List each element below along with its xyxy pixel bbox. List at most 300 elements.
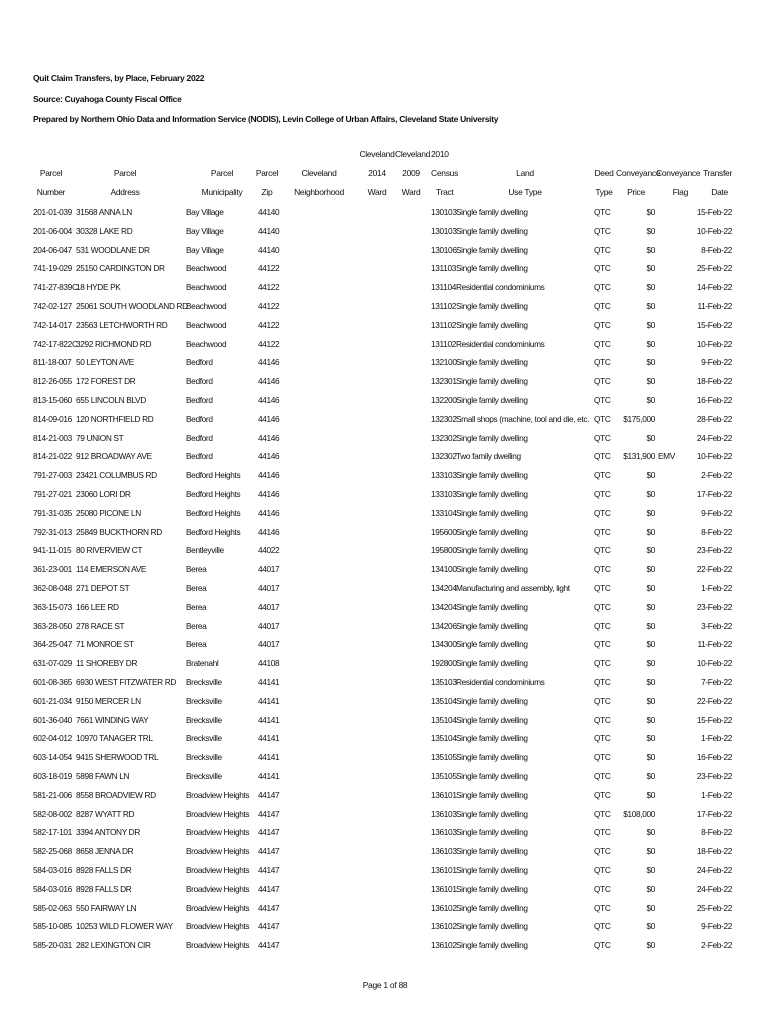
parcel-number-cell: 362-08-048: [33, 583, 72, 593]
col-header-line: Ward: [367, 187, 387, 197]
land-use-type-cell: Residential condominiums: [456, 282, 545, 293]
deed-type-cell: QTC: [594, 244, 611, 255]
land-use-type-cell: Single family dwelling: [456, 601, 528, 612]
census-tract-cell: 130103: [431, 207, 457, 217]
col-header-line: Use Type: [508, 187, 542, 197]
parcel-municipality-cell: Bentleyville: [186, 545, 224, 556]
deed-type-cell: QTC: [594, 545, 611, 556]
table-row: [0, 656, 770, 675]
census-tract-cell: 132301: [431, 376, 457, 387]
land-use-type-cell: Single family dwelling: [456, 902, 528, 913]
col-header-parcel-number: [33, 167, 69, 198]
table-row: [0, 863, 770, 882]
table-row: [0, 243, 770, 262]
deed-type-cell: QTC: [594, 658, 611, 669]
parcel-number-cell: 201-01-039: [33, 207, 72, 217]
transfer-date-cell: 18-Feb-22: [696, 846, 732, 857]
deed-type-cell: QTC: [594, 338, 611, 349]
parcel-municipality-cell: Broadview Heights: [186, 808, 250, 819]
census-tract-cell: 195600: [431, 526, 457, 537]
parcel-address-cell: 550 FAIRWAY LN: [76, 902, 137, 913]
deed-type-cell: QTC: [594, 827, 611, 838]
table-row: [0, 938, 770, 957]
conveyance-price-cell: $0: [646, 376, 655, 387]
land-use-type-cell: Single family dwelling: [456, 827, 528, 838]
conveyance-price-cell: $0: [646, 865, 655, 875]
transfer-date-cell: 8-Feb-22: [701, 827, 732, 838]
land-use-type-cell: Single family dwelling: [456, 658, 528, 669]
col-header-line: Conveyance: [616, 168, 661, 178]
deed-type-cell: QTC: [594, 771, 611, 781]
col-header-line: Ward: [401, 187, 421, 197]
col-header-line: Parcel: [39, 168, 63, 178]
col-header-line: 2014: [368, 168, 386, 178]
land-use-type-cell: Single family dwelling: [456, 771, 528, 781]
census-tract-cell: 130106: [431, 244, 457, 255]
parcel-address-cell: 8928 FALLS DR: [76, 883, 132, 894]
parcel-number-cell: 201-06-004: [33, 225, 72, 236]
table-row: [0, 205, 770, 224]
deed-type-cell: QTC: [594, 432, 611, 443]
parcel-zip-cell: 44146: [258, 489, 280, 499]
census-tract-cell: 136103: [431, 846, 457, 857]
census-tract-cell: 136102: [431, 921, 457, 932]
parcel-address-cell: 8658 JENNA DR: [76, 846, 134, 857]
table-row: [0, 318, 770, 337]
parcel-zip-cell: 44141: [258, 695, 280, 706]
parcel-address-cell: 71 MONROE ST: [76, 639, 134, 650]
conveyance-price-cell: $0: [646, 432, 655, 443]
col-header-line: Deed: [594, 168, 614, 178]
parcel-zip-cell: 44147: [258, 827, 280, 838]
table-row: [0, 280, 770, 299]
census-tract-cell: 132302: [431, 432, 457, 443]
census-tract-cell: 135105: [431, 771, 457, 781]
parcel-number-cell: 582-17-101: [33, 827, 72, 838]
parcel-number-cell: 814-21-022: [33, 451, 72, 462]
parcel-number-cell: 585-20-031: [33, 940, 72, 951]
parcel-zip-cell: 44140: [258, 225, 280, 236]
conveyance-price-cell: $0: [646, 319, 655, 330]
conveyance-price-cell: $0: [646, 940, 655, 951]
transfer-date-cell: 10-Feb-22: [696, 658, 732, 669]
parcel-number-cell: 792-31-013: [33, 526, 72, 537]
deed-type-cell: QTC: [594, 564, 611, 575]
parcel-number-cell: 814-21-003: [33, 432, 72, 443]
parcel-municipality-cell: Beachwood: [186, 263, 227, 274]
transfer-date-cell: 1-Feb-22: [701, 733, 732, 744]
table-row: [0, 525, 770, 544]
col-header-line: Cleveland: [359, 149, 395, 159]
parcel-municipality-cell: Bedford: [186, 357, 213, 368]
land-use-type-cell: Residential condominiums: [456, 677, 545, 687]
conveyance-price-cell: $0: [646, 225, 655, 236]
parcel-zip-cell: 44017: [258, 620, 280, 631]
transfer-date-cell: 9-Feb-22: [701, 921, 732, 932]
land-use-type-cell: Single family dwelling: [456, 808, 528, 819]
parcel-municipality-cell: Berea: [186, 639, 207, 650]
parcel-zip-cell: 44146: [258, 432, 280, 443]
conveyance-price-cell: $131,900: [623, 451, 655, 462]
parcel-number-cell: 601-21-034: [33, 695, 72, 706]
parcel-zip-cell: 44122: [258, 301, 280, 311]
col-header-parcel-zip: [255, 167, 279, 198]
conveyance-price-cell: $0: [646, 282, 655, 293]
census-tract-cell: 134206: [431, 620, 457, 631]
conveyance-price-cell: $0: [646, 639, 655, 650]
transfer-date-cell: 8-Feb-22: [701, 244, 732, 255]
parcel-number-cell: 601-08-365: [33, 677, 72, 687]
deed-type-cell: QTC: [594, 789, 611, 800]
parcel-municipality-cell: Bedford Heights: [186, 470, 241, 481]
parcel-zip-cell: 44140: [258, 244, 280, 255]
land-use-type-cell: Residential condominiums: [456, 338, 545, 349]
col-header-transfer-date: [696, 167, 732, 198]
table-row: [0, 299, 770, 318]
parcel-number-cell: 204-06-047: [33, 244, 72, 255]
table-row: [0, 694, 770, 713]
col-header-parcel-address: [105, 167, 145, 198]
col-header-line: Flag: [672, 187, 688, 197]
table-row: [0, 825, 770, 844]
parcel-municipality-cell: Bratenahl: [186, 658, 219, 669]
table-row: [0, 675, 770, 694]
col-header-line: Land: [516, 168, 534, 178]
conveyance-price-cell: $0: [646, 583, 655, 593]
table-row: [0, 374, 770, 393]
table-row: [0, 393, 770, 412]
parcel-address-cell: 6930 WEST FITZWATER RD: [76, 677, 177, 687]
parcel-municipality-cell: Broadview Heights: [186, 940, 250, 951]
parcel-number-cell: 742-02-127: [33, 301, 72, 311]
col-header-land-use-type: [500, 167, 550, 198]
table-row: [0, 882, 770, 901]
report-prepared-by: Prepared by Northern Ohio Data and Information Service (NODIS), Levin College of Urban Affairs, Cleveland State University: [33, 114, 499, 124]
land-use-type-cell: Single family dwelling: [456, 789, 528, 800]
parcel-zip-cell: 44147: [258, 865, 280, 875]
transfer-date-cell: 10-Feb-22: [696, 225, 732, 236]
table-row: [0, 506, 770, 525]
parcel-address-cell: 912 BROADWAY AVE: [76, 451, 152, 462]
parcel-municipality-cell: Broadview Heights: [186, 865, 250, 875]
table-row: [0, 261, 770, 280]
parcel-number-cell: 581-21-006: [33, 789, 72, 800]
conveyance-price-cell: $0: [646, 507, 655, 518]
parcel-address-cell: 8558 BROADVIEW RD: [76, 789, 156, 800]
land-use-type-cell: Single family dwelling: [456, 225, 528, 236]
transfer-date-cell: 28-Feb-22: [696, 413, 732, 424]
parcel-address-cell: 114 EMERSON AVE: [76, 564, 147, 575]
parcel-address-cell: 8287 WYATT RD: [76, 808, 135, 819]
parcel-address-cell: 80 RIVERVIEW CT: [76, 545, 143, 556]
transfer-date-cell: 10-Feb-22: [696, 338, 732, 349]
land-use-type-cell: Small shops (machine, tool and die, etc.: [456, 413, 590, 424]
parcel-zip-cell: 44122: [258, 282, 280, 293]
census-tract-cell: 134204: [431, 583, 457, 593]
table-row: [0, 224, 770, 243]
col-header-line: Conveyance: [656, 168, 701, 178]
transfer-date-cell: 16-Feb-22: [696, 395, 732, 405]
parcel-number-cell: 363-15-073: [33, 601, 72, 612]
census-tract-cell: 132200: [431, 395, 457, 405]
parcel-address-cell: 31568 ANNA LN: [76, 207, 132, 217]
transfer-date-cell: 17-Feb-22: [696, 489, 732, 499]
page-number: Page 1 of 88: [362, 980, 408, 990]
col-header-line: Tract: [436, 187, 454, 197]
census-tract-cell: 132100: [431, 357, 457, 368]
parcel-municipality-cell: Bay Village: [186, 244, 224, 255]
transfer-date-cell: 11-Feb-22: [697, 639, 732, 650]
col-header-ward-2009: [395, 148, 431, 198]
land-use-type-cell: Single family dwelling: [456, 526, 528, 537]
land-use-type-cell: Single family dwelling: [456, 244, 528, 255]
land-use-type-cell: Single family dwelling: [456, 263, 528, 274]
census-tract-cell: 136103: [431, 808, 457, 819]
census-tract-cell: 133103: [431, 489, 457, 499]
parcel-number-cell: 603-14-054: [33, 752, 72, 763]
parcel-address-cell: 25080 PICONE LN: [76, 507, 141, 518]
land-use-type-cell: Single family dwelling: [456, 357, 528, 368]
deed-type-cell: QTC: [594, 263, 611, 274]
parcel-zip-cell: 44147: [258, 846, 280, 857]
col-header-line: 2010: [431, 149, 449, 159]
deed-type-cell: QTC: [594, 451, 611, 462]
transfer-date-cell: 18-Feb-22: [696, 376, 732, 387]
col-header-line: Parcel: [255, 168, 279, 178]
parcel-zip-cell: 44147: [258, 789, 280, 800]
census-tract-cell: 134204: [431, 601, 457, 612]
transfer-date-cell: 23-Feb-22: [696, 601, 732, 612]
parcel-zip-cell: 44108: [258, 658, 280, 669]
col-header-line: Neighborhood: [294, 187, 344, 197]
census-tract-cell: 131102: [431, 301, 456, 311]
census-tract-cell: 134300: [431, 639, 457, 650]
land-use-type-cell: Single family dwelling: [456, 921, 528, 932]
census-tract-cell: 131102: [431, 319, 456, 330]
transfer-date-cell: 1-Feb-22: [701, 789, 732, 800]
conveyance-price-cell: $0: [646, 902, 655, 913]
parcel-zip-cell: 44141: [258, 733, 280, 744]
parcel-number-cell: 603-18-019: [33, 771, 72, 781]
conveyance-price-cell: $0: [646, 395, 655, 405]
parcel-address-cell: 278 RACE ST: [76, 620, 125, 631]
parcel-number-cell: 602-04-012: [33, 733, 72, 744]
parcel-municipality-cell: Brecksville: [186, 771, 222, 781]
parcel-number-cell: 631-07-029: [33, 658, 72, 669]
parcel-address-cell: 655 LINCOLN BLVD: [76, 395, 146, 405]
parcel-municipality-cell: Brecksville: [186, 752, 222, 763]
parcel-number-cell: 741-19-029: [33, 263, 72, 274]
parcel-zip-cell: 44147: [258, 808, 280, 819]
census-tract-cell: 130103: [431, 225, 457, 236]
table-row: [0, 581, 770, 600]
parcel-municipality-cell: Beachwood: [186, 338, 227, 349]
deed-type-cell: QTC: [594, 319, 611, 330]
conveyance-price-cell: $0: [646, 338, 655, 349]
parcel-zip-cell: 44146: [258, 395, 280, 405]
census-tract-cell: 133103: [431, 470, 457, 481]
deed-type-cell: QTC: [594, 902, 611, 913]
deed-type-cell: QTC: [594, 207, 611, 217]
parcel-address-cell: 25849 BUCKTHORN RD: [76, 526, 162, 537]
conveyance-flag-cell: EMV: [658, 451, 675, 462]
census-tract-cell: 133104: [431, 507, 457, 518]
parcel-zip-cell: 44146: [258, 526, 280, 537]
conveyance-price-cell: $0: [646, 921, 655, 932]
deed-type-cell: QTC: [594, 865, 611, 875]
col-header-ward-2014: [359, 148, 395, 198]
land-use-type-cell: Single family dwelling: [456, 564, 528, 575]
table-row: [0, 543, 770, 562]
land-use-type-cell: Single family dwelling: [456, 301, 528, 311]
land-use-type-cell: Single family dwelling: [456, 883, 528, 894]
land-use-type-cell: Single family dwelling: [456, 733, 528, 744]
census-tract-cell: 131103: [431, 263, 456, 274]
parcel-number-cell: 941-11-015: [33, 545, 72, 556]
parcel-address-cell: 8928 FALLS DR: [76, 865, 132, 875]
transfer-date-cell: 2-Feb-22: [701, 470, 732, 481]
census-tract-cell: 136101: [431, 883, 457, 894]
conveyance-price-cell: $0: [646, 620, 655, 631]
parcel-number-cell: 361-23-001: [33, 564, 72, 575]
table-row: [0, 562, 770, 581]
col-header-line: Number: [36, 187, 66, 197]
parcel-municipality-cell: Bedford: [186, 413, 213, 424]
census-tract-cell: 192800: [431, 658, 457, 669]
deed-type-cell: QTC: [594, 808, 611, 819]
land-use-type-cell: Single family dwelling: [456, 940, 528, 951]
conveyance-price-cell: $0: [646, 601, 655, 612]
parcel-municipality-cell: Berea: [186, 564, 207, 575]
transfer-date-cell: 16-Feb-22: [696, 752, 732, 763]
transfer-date-cell: 15-Feb-22: [696, 714, 732, 725]
parcel-municipality-cell: Bay Village: [186, 207, 224, 217]
conveyance-price-cell: $0: [646, 714, 655, 725]
land-use-type-cell: Single family dwelling: [456, 620, 528, 631]
deed-type-cell: QTC: [594, 601, 611, 612]
col-header-cleveland-neighborhood: [294, 167, 344, 198]
col-header-line: Parcel: [113, 168, 137, 178]
transfer-date-cell: 24-Feb-22: [696, 865, 732, 875]
parcel-address-cell: 18 HYDE PK: [76, 282, 121, 293]
deed-type-cell: QTC: [594, 639, 611, 650]
parcel-number-cell: 791-31-035: [33, 507, 72, 518]
parcel-zip-cell: 44141: [258, 752, 280, 763]
conveyance-price-cell: $0: [646, 301, 655, 311]
transfer-date-cell: 9-Feb-22: [701, 357, 732, 368]
parcel-address-cell: 120 NORTHFIELD RD: [76, 413, 154, 424]
conveyance-price-cell: $0: [646, 733, 655, 744]
parcel-address-cell: 7661 WINDING WAY: [76, 714, 149, 725]
conveyance-price-cell: $0: [646, 244, 655, 255]
parcel-address-cell: 25150 CARDINGTON DR: [76, 263, 165, 274]
parcel-number-cell: 814-09-016: [33, 413, 72, 424]
parcel-municipality-cell: Beachwood: [186, 282, 227, 293]
table-row: [0, 412, 770, 431]
parcel-zip-cell: 44122: [258, 263, 280, 274]
parcel-number-cell: 584-03-016: [33, 865, 72, 875]
parcel-address-cell: 23060 LORI DR: [76, 489, 131, 499]
table-row: [0, 844, 770, 863]
census-tract-cell: 136101: [431, 789, 457, 800]
deed-type-cell: QTC: [594, 677, 611, 687]
parcel-municipality-cell: Broadview Heights: [186, 827, 250, 838]
table-row: [0, 600, 770, 619]
parcel-address-cell: 5898 FAWN LN: [76, 771, 130, 781]
census-tract-cell: 131102: [431, 338, 456, 349]
census-tract-cell: 136102: [431, 902, 457, 913]
parcel-municipality-cell: Bedford: [186, 395, 213, 405]
land-use-type-cell: Manufacturing and assembly, light: [456, 583, 570, 593]
deed-type-cell: QTC: [594, 883, 611, 894]
conveyance-price-cell: $0: [646, 789, 655, 800]
parcel-municipality-cell: Berea: [186, 601, 207, 612]
transfer-date-cell: 23-Feb-22: [696, 771, 732, 781]
col-header-line: Cleveland: [395, 149, 431, 159]
col-header-line: Municipality: [201, 187, 243, 197]
table-row: [0, 468, 770, 487]
census-tract-cell: 195800: [431, 545, 457, 556]
col-header-census-tract: [431, 148, 461, 198]
census-tract-cell: 135104: [431, 695, 457, 706]
transfer-date-cell: 22-Feb-22: [696, 695, 732, 706]
parcel-address-cell: 23563 LETCHWORTH RD: [76, 319, 168, 330]
deed-type-cell: QTC: [594, 489, 611, 499]
transfer-date-cell: 7-Feb-22: [701, 677, 732, 687]
col-header-parcel-municipality: [198, 167, 246, 198]
transfer-date-cell: 25-Feb-22: [696, 902, 732, 913]
table-row: [0, 487, 770, 506]
deed-type-cell: QTC: [594, 714, 611, 725]
parcel-municipality-cell: Bedford Heights: [186, 526, 241, 537]
land-use-type-cell: Single family dwelling: [456, 695, 528, 706]
conveyance-price-cell: $0: [646, 207, 655, 217]
deed-type-cell: QTC: [594, 225, 611, 236]
parcel-address-cell: 9415 SHERWOOD TRL: [76, 752, 159, 763]
census-tract-cell: 135103: [431, 677, 457, 687]
deed-type-cell: QTC: [594, 413, 611, 424]
parcel-number-cell: 585-02-063: [33, 902, 72, 913]
parcel-number-cell: 584-03-016: [33, 883, 72, 894]
census-tract-cell: 136101: [431, 865, 457, 875]
transfer-date-cell: 9-Feb-22: [701, 507, 732, 518]
transfer-date-cell: 1-Feb-22: [701, 583, 732, 593]
deed-type-cell: QTC: [594, 752, 611, 763]
land-use-type-cell: Single family dwelling: [456, 319, 528, 330]
parcel-address-cell: 9150 MERCER LN: [76, 695, 141, 706]
parcel-address-cell: 11 SHOREBY DR: [76, 658, 138, 669]
table-row: [0, 807, 770, 826]
census-tract-cell: 132302: [431, 451, 457, 462]
table-row: [0, 901, 770, 920]
parcel-zip-cell: 44141: [258, 714, 280, 725]
land-use-type-cell: Single family dwelling: [456, 865, 528, 875]
parcel-zip-cell: 44147: [258, 940, 280, 951]
parcel-address-cell: 531 WOODLANE DR: [76, 244, 150, 255]
table-row: [0, 713, 770, 732]
deed-type-cell: QTC: [594, 620, 611, 631]
conveyance-price-cell: $0: [646, 846, 655, 857]
table-row: [0, 431, 770, 450]
transfer-date-cell: 14-Feb-22: [696, 282, 732, 293]
parcel-number-cell: 363-28-050: [33, 620, 72, 631]
conveyance-price-cell: $0: [646, 564, 655, 575]
parcel-number-cell: 364-25-047: [33, 639, 72, 650]
parcel-zip-cell: 44141: [258, 677, 280, 687]
deed-type-cell: QTC: [594, 846, 611, 857]
parcel-number-cell: 582-25-068: [33, 846, 72, 857]
col-header-conveyance-flag: [656, 167, 701, 198]
